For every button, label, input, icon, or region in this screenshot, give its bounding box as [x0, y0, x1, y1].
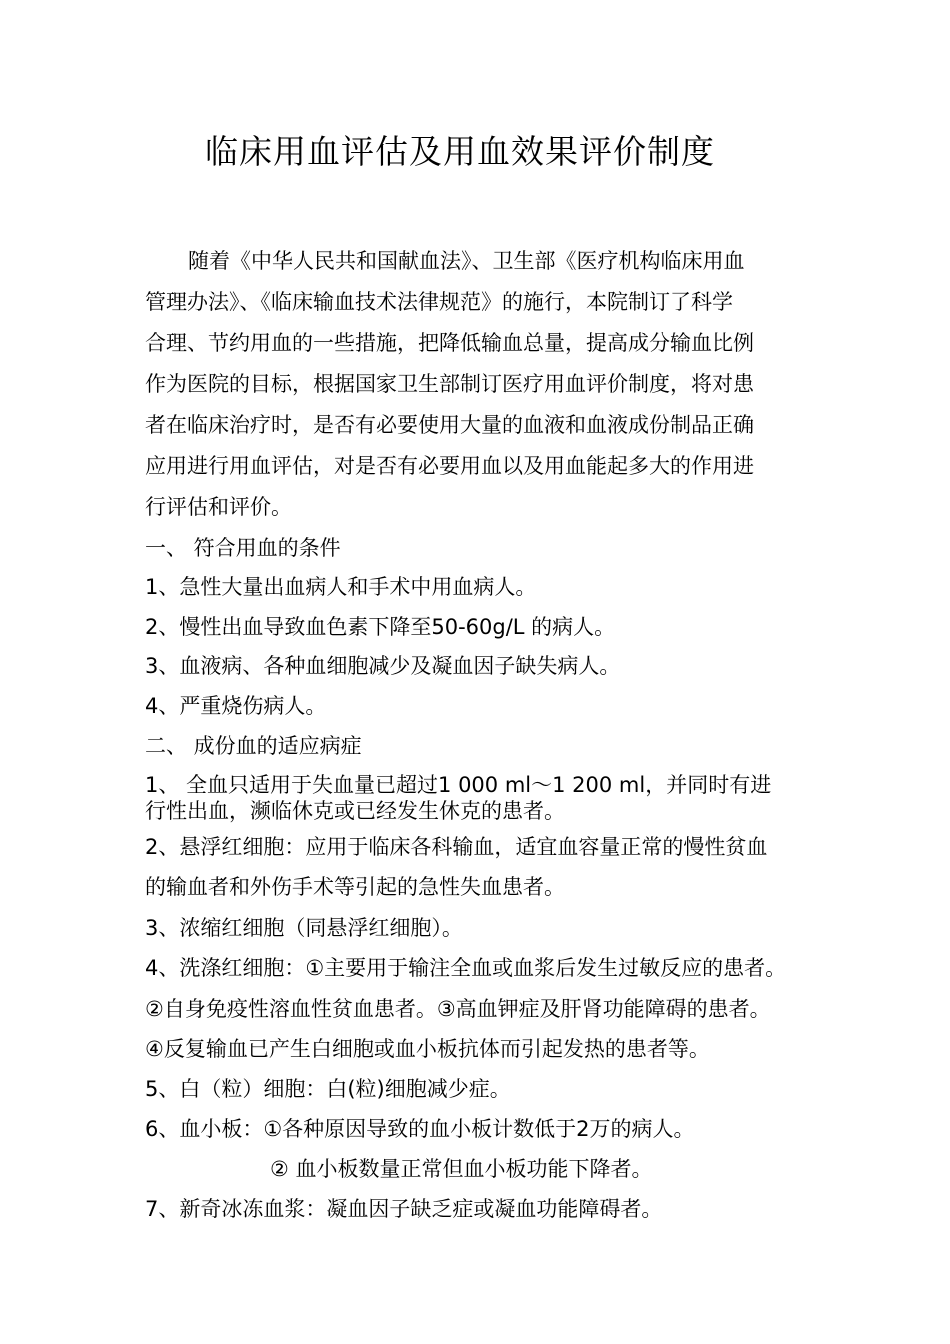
section-2-item-4-line-2: ②自身免疫性溶血性贫血患者。③高血钾症及肝肾功能障碍的患者。: [145, 997, 771, 1021]
section-2-item-2-line-1: 2、悬浮红细胞：应用于临床各科输血，适宜血容量正常的慢性贫血: [145, 835, 768, 859]
intro-line-3: 合理、节约用血的一些措施，把降低输血总量，提高成分输血比例: [145, 331, 754, 355]
section-1-heading: 一、 符合用血的条件: [145, 536, 341, 560]
intro-line-5: 者在临床治疗时，是否有必要使用大量的血液和血液成份制品正确: [145, 413, 754, 437]
section-2-item-2-line-2: 的输血者和外伤手术等引起的急性失血患者。: [145, 875, 565, 899]
section-1-item-2: 2、慢性出血导致血色素下降至50-60g/L 的病人。: [145, 615, 616, 639]
section-2-item-3: 3、浓缩红细胞（同悬浮红细胞）。: [145, 916, 463, 940]
intro-line-1: 随着《中华人民共和国献血法》、卫生部《医疗机构临床用血: [188, 249, 745, 273]
section-2-item-5: 5、白（粒）细胞：白(粒)细胞减少症。: [145, 1077, 511, 1101]
section-2-item-7: 7、新奇冰冻血浆：凝血因子缺乏症或凝血功能障碍者。: [145, 1197, 663, 1221]
section-1-item-1: 1、急性大量出血病人和手术中用血病人。: [145, 575, 537, 599]
intro-line-4: 作为医院的目标，根据国家卫生部制订医疗用血评价制度，将对患: [145, 372, 754, 396]
intro-line-6: 应用进行用血评估，对是否有必要用血以及用血能起多大的作用进: [145, 454, 754, 478]
intro-line-2: 管理办法》、《临床输血技术法律规范》的施行，本院制订了科学: [145, 290, 733, 314]
document-title: 临床用血评估及用血效果评价制度: [205, 132, 715, 171]
section-2-item-4-line-3: ④反复输血已产生白细胞或血小板抗体而引起发热的患者等。: [145, 1037, 710, 1061]
intro-line-7: 行评估和评价。: [145, 495, 292, 519]
section-2-item-1-line-1: 1、 全血只适用于失血量已超过1 000 ml～1 200 ml，并同时有进: [145, 773, 772, 797]
section-2-item-6-line-2: ② 血小板数量正常但血小板功能下降者。: [270, 1157, 653, 1181]
section-2-item-4-line-1: 4、洗涤红细胞：①主要用于输注全血或血浆后发生过敏反应的患者。: [145, 956, 787, 980]
section-1-item-3: 3、血液病、各种血细胞减少及凝血因子缺失病人。: [145, 654, 621, 678]
section-2-item-1-line-2: 行性出血，濒临休克或已经发生休克的患者。: [145, 799, 565, 823]
section-1-item-4: 4、严重烧伤病人。: [145, 694, 327, 718]
section-2-heading: 二、 成份血的适应病症: [145, 734, 362, 758]
section-2-item-6-line-1: 6、血小板：①各种原因导致的血小板计数低于2万的病人。: [145, 1117, 695, 1141]
